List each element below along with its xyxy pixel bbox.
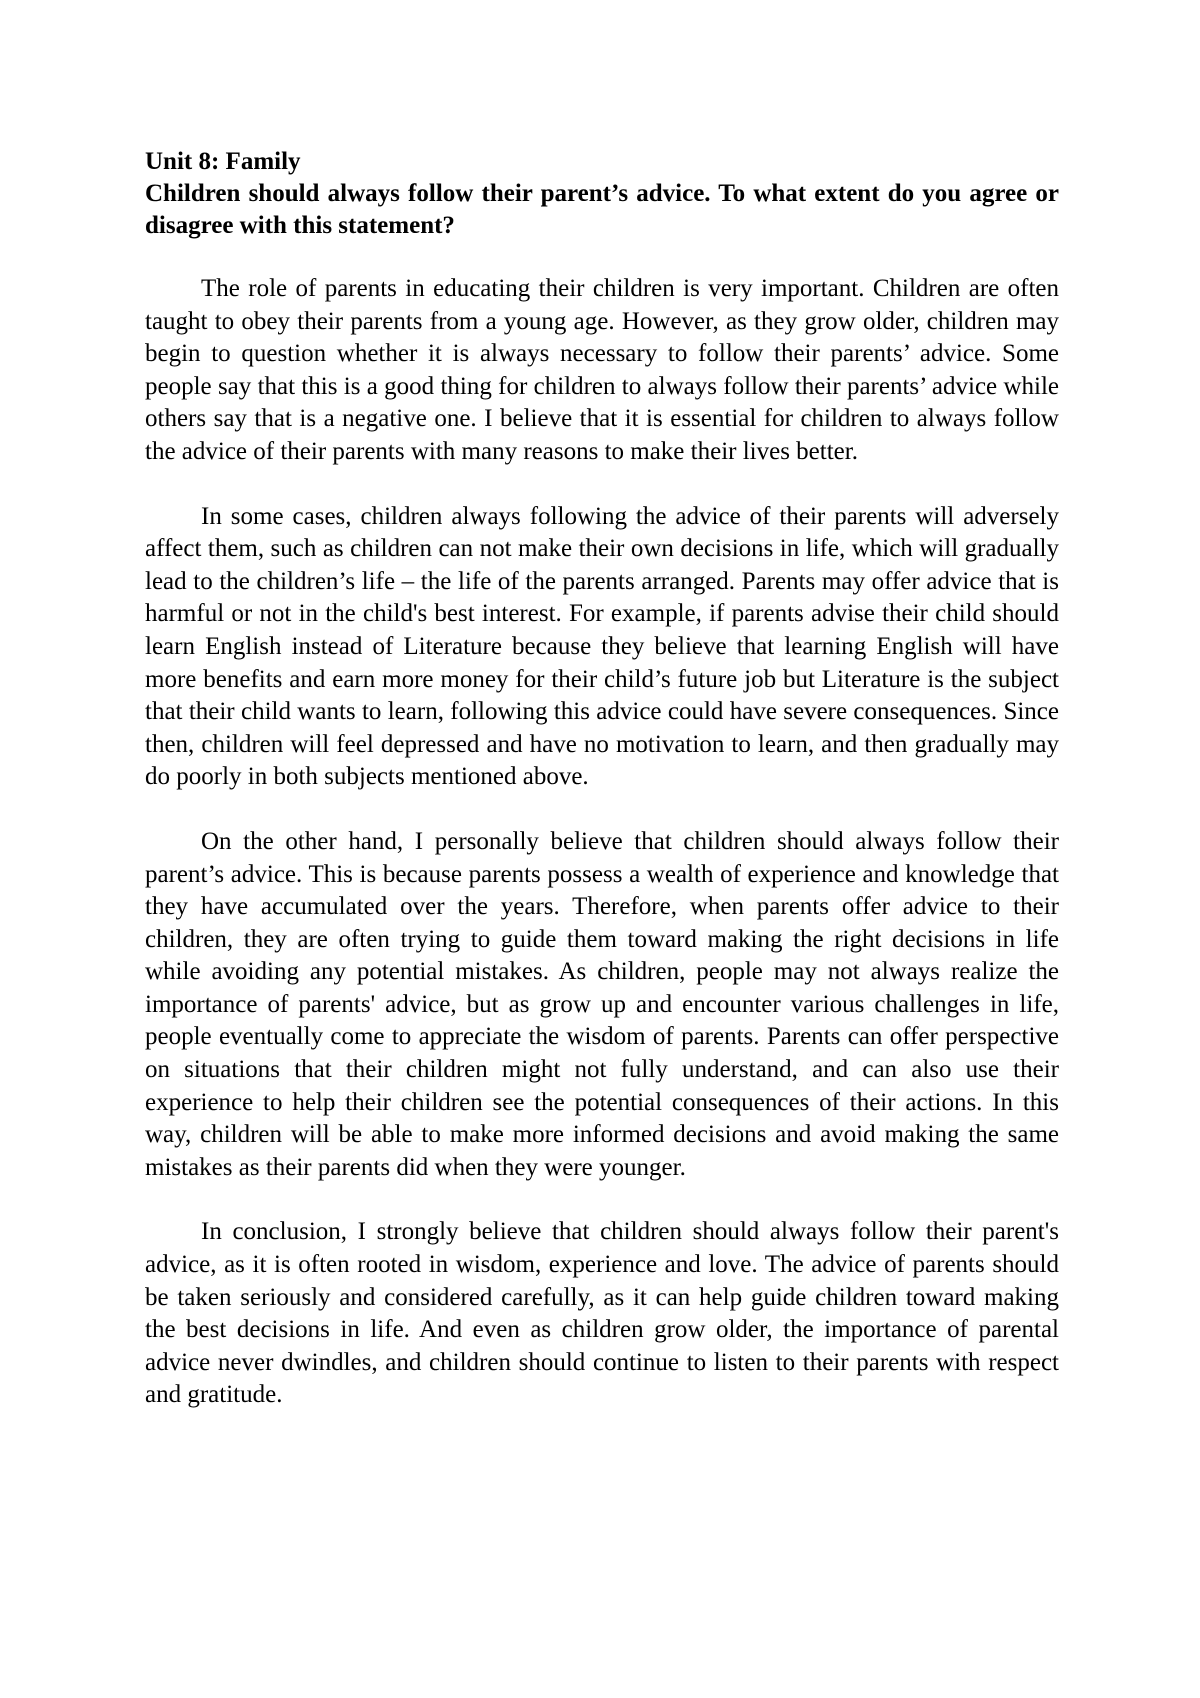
paragraph-conclusion: In conclusion, I strongly believe that children should always follow their parent's advice, as it is often rooted in wisdom, experience and love. The advice of parents should be taken seriously and considered carefully, as it can help guide children toward making the best decisions in life. And even as children grow older, the importance of parental advice never dwindles, and children should continue to listen to their parents with respect and gratitude. bbox=[145, 1218, 1059, 1409]
essay-question: Children should always follow their parent’s advice. To what extent do you agree or disagree with this statement? bbox=[145, 180, 1059, 239]
paragraph-counterargument: In some cases, children always following the advice of their parents will adversely affect them, such as children can not make their own decisions in life, which will gradually lead to the children’s life – the life of the parents arranged. Parents may offer advice that is harmful or not in the child's best interest. For example, if parents advise their child should learn English instead of Literature because they believe that learning English will have more benefits and earn more money for their child’s future job but Literature is the subject that their child wants to learn, following this advice could have severe consequences. Since then, children will feel depressed and have no motivation to learn, and then gradually may do poorly in both subjects mentioned above. bbox=[145, 502, 1059, 791]
document-content bbox=[145, 146, 1059, 1412]
paragraph-argument: On the other hand, I personally believe that children should always follow their parent’s advice. This is because parents possess a wealth of experience and knowledge that they have accumulated over the years. Therefore, when parents offer advice to their children, they are often trying to guide them toward making the right decisions in life while avoiding any potential mistakes. As children, people may not always realize the importance of parents' advice, but as grow up and encounter various challenges in life, people eventually come to appreciate the wisdom of parents. Parents can offer perspective on situations that their children might not fully understand, and can also use their experience to help their children see the potential consequences of their actions. In this way, children will be able to make more informed decisions and avoid making the same mistakes as their parents did when they were younger. bbox=[145, 827, 1059, 1181]
unit-title: Unit 8: Family bbox=[145, 148, 301, 175]
paragraph-introduction: The role of parents in educating their children is very important. Children are often taught to obey their parents from a young age. However, as they grow older, children may begin to question whether it is always necessary to follow their parents’ advice. Some people say that this is a good thing for children to always follow their parents’ advice while others say that is a negative one. I believe that it is essential for children to always follow the advice of their parents with many reasons to make their lives better. bbox=[145, 275, 1059, 465]
